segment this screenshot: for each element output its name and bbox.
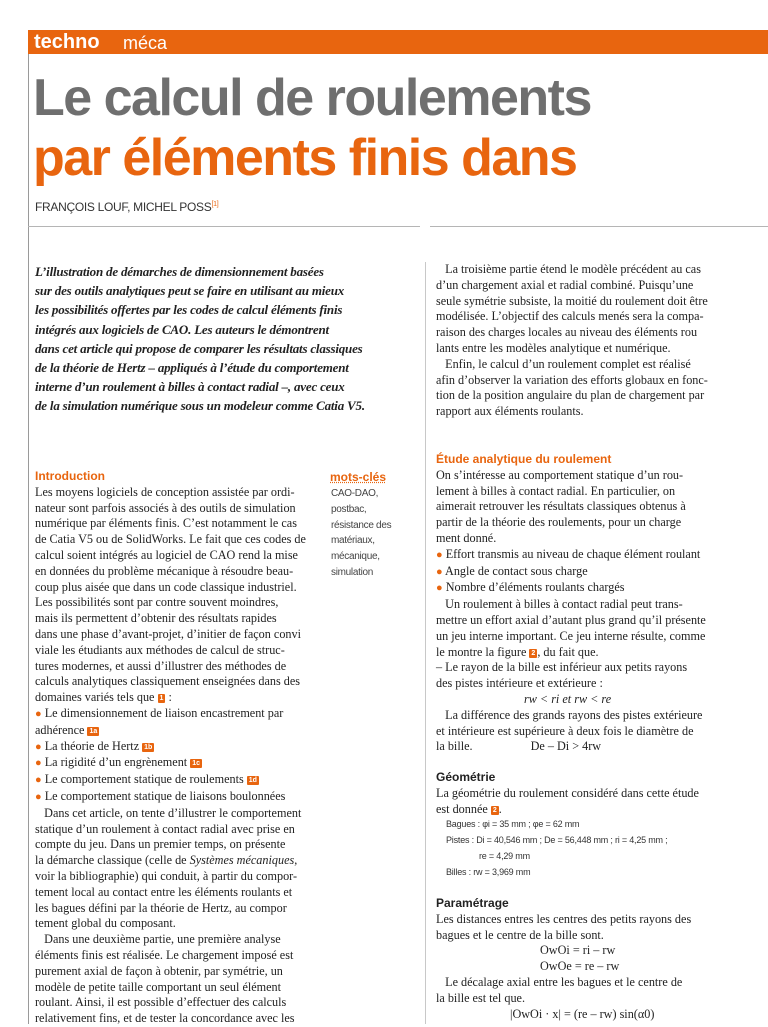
geometry-data: Bagues : φi = 35 mm ; φe = 62 mm — [446, 819, 580, 830]
text-line: ment donné. — [436, 530, 497, 545]
text-line: Les possibilités sont par contre souvent moindres, — [35, 595, 279, 610]
lead-line: sur des outils analytiques peut se faire en utilisant au mieux — [35, 283, 345, 299]
parametrage-heading: Paramétrage — [436, 896, 509, 910]
text-line: La géométrie du roulement considéré dans cette étude — [436, 785, 699, 800]
text-line: relativement fins, et de tester la concordance avec les — [35, 1011, 295, 1026]
bullet-icon: ● — [436, 582, 443, 595]
text-line: Le décalage axial entre les bagues et le centre de — [445, 974, 683, 989]
etude-section — [436, 452, 754, 755]
text-line: Dans une deuxième partie, une première analyse — [44, 932, 281, 947]
figure-ref: 1c — [192, 760, 201, 768]
header-rule-left — [28, 226, 420, 227]
formula: OwOi = ri – rw — [540, 943, 616, 958]
bullet-item: ● Nombre d’éléments roulants chargés — [436, 580, 625, 595]
keyword: résistance des — [331, 519, 392, 531]
text-line: Dans cet article, on tente d’illustrer le comportement — [44, 805, 302, 820]
lead-line: de la simulation numérique sous un modeleur comme Catia V5. — [35, 398, 365, 414]
text-line: tement global du composant. — [35, 916, 176, 931]
bullet-item: ● Effort transmis au niveau de chaque élément roulant — [436, 546, 701, 561]
bullet-icon: ● — [436, 548, 443, 561]
text-line: viale les étudiants aux méthodes de calcul de struc- — [35, 642, 285, 657]
authors — [35, 200, 218, 214]
text-line: On s’intéresse au comportement statique d’un rou- — [436, 467, 684, 482]
text-line: calculs analytiques classiquement enseignées dans des — [35, 674, 300, 689]
bullet-icon: ● — [436, 565, 443, 578]
text-line: purement axial de façon à obtenir, par symétrie, un — [35, 963, 283, 978]
text-line: éléments finis est réalisée. Le chargement imposé est — [35, 947, 294, 962]
section-label: techno — [34, 31, 100, 53]
intro-column — [35, 469, 320, 1027]
bullet-item: ● La rigidité d’un engrènement 1c — [35, 755, 201, 770]
figure-ref: 1d — [248, 777, 257, 785]
text-line: statique d’un roulement à contact radial avec prise en — [35, 821, 295, 836]
keyword: postbac, — [331, 503, 367, 515]
text-line: lement à billes à contact radial. En particulier, on — [436, 483, 676, 498]
bullet-item: ● La théorie de Hertz 1b — [35, 738, 153, 753]
text-line: rapport aux éléments roulants. — [436, 404, 584, 419]
text-line: Les distances entres les centres des petits rayons des — [436, 911, 692, 926]
subsection-label: méca — [123, 33, 168, 53]
lead-line: interne d’un roulement à billes à contact radial –, avec ceux — [35, 379, 345, 395]
text-line: roulant. Ainsi, il est possible d’effectuer des calculs — [35, 995, 287, 1010]
right-column — [436, 262, 754, 420]
left-margin-rule — [28, 54, 29, 1024]
bullet-icon: ● — [35, 757, 42, 770]
keywords-list — [331, 486, 391, 581]
text-line: La différence des grands rayons des pistes extérieure — [445, 707, 703, 722]
figure-ref: 1b — [144, 743, 153, 751]
text-line: mais ils permettent d’obtenir des résultats rapides — [35, 611, 277, 626]
text-line: les bagues défini par la théorie de Hertz, au compor — [35, 900, 287, 915]
formula: De – Di > 4rw — [530, 739, 602, 754]
text-line: lants entre les modèles analytique et numérique. — [436, 340, 671, 355]
text-line: calcul soient intégrés au logiciel de CAO rend la mise — [35, 547, 298, 562]
text-line: d’un chargement axial et radial combiné. Puisqu’une — [436, 277, 694, 292]
lead-line: de la théorie de Hertz – appliqués à l’étude du comportement — [35, 360, 349, 376]
text-line: numérique par éléments finis. C’est notamment le cas — [35, 516, 297, 531]
text-line: et intérieure est supérieure à deux fois le diamètre de — [436, 723, 694, 738]
bullet-item: ● Le dimensionnement de liaison encastrement par — [35, 705, 284, 720]
text-line: compte du jeu. Dans un premier temps, on présente — [35, 837, 286, 852]
bullet-item: ● Le comportement statique de liaisons boulonnées — [35, 788, 286, 803]
author-names: FRANÇOIS LOUF, MICHEL POSS — [35, 200, 212, 214]
text-line: tion de la position angulaire du plan de chargement par — [436, 388, 705, 403]
text-line: un jeu interne important. Ce jeu interne résulte, comme — [436, 628, 706, 643]
text-line: mettre un effort axial d’autant plus grand qu’il présente — [436, 612, 706, 627]
geometry-data: Billes : rw = 3,969 mm — [446, 866, 531, 877]
text-line: – Le rayon de la bille est inférieur aux petits rayons — [436, 660, 688, 675]
text-line: voir la bibliographie) qui conduit, à partir du compor- — [35, 868, 298, 883]
formula: rw < ri et rw < re — [524, 691, 612, 706]
text-line: la bille est tel que. — [436, 990, 526, 1005]
figure-ref: 2 — [531, 649, 536, 657]
keyword: mécanique, — [331, 551, 380, 563]
lead-line: dans cet article qui propose de comparer les résultats classiques — [35, 340, 363, 356]
figure-ref: 2 — [492, 806, 497, 814]
geometrie-heading: Géométrie — [436, 770, 496, 784]
bullet-icon: ● — [35, 790, 42, 803]
keyword: matériaux, — [331, 535, 375, 547]
text-line: Un roulement à billes à contact radial peut trans- — [445, 597, 683, 612]
bullet-item: ● Le comportement statique de roulements 1d — [35, 772, 257, 787]
title-line-2: par éléments finis dans — [33, 129, 577, 187]
lead-line: L’illustration de démarches de dimensionnement basées — [35, 264, 324, 279]
bullet-item-cont: adhérence 1a — [35, 722, 98, 737]
text-line: modélisée. L’objectif des calculs menés sera la compa- — [436, 309, 704, 324]
lead-paragraph — [35, 262, 420, 416]
text-line: est donnée 2 . — [436, 801, 502, 816]
section-banner — [28, 30, 768, 54]
text-line: raison des charges locales au niveau des éléments rou — [436, 325, 698, 340]
text-line: coup plus aisée que dans un code classique industriel. — [35, 579, 297, 594]
text-line: afin d’observer la variation des efforts globaux en fonc- — [436, 372, 708, 387]
text-line: Enfin, le calcul d’un roulement complet est réalisé — [445, 356, 691, 371]
text-line: nateur sont parfois associés à des outils de simulation — [35, 500, 296, 515]
figure-ref: 1a — [89, 727, 98, 735]
text-line: Les moyens logiciels de conception assistée par ordi- — [35, 484, 295, 499]
formula: |OwOi · x| = (re – rw) sin(α0) — [510, 1006, 655, 1021]
text-line: en données du problème mécanique à résoudre beau- — [35, 563, 294, 578]
text-line: dans une phase d’avant-projet, d’initier de façon convi — [35, 626, 301, 641]
formula: OwOe = re – rw — [540, 959, 620, 974]
text-line: la bille. De – Di > 4rw — [436, 739, 602, 754]
text-line: tement local au contact entre les éléments roulants et — [35, 884, 293, 899]
keywords-title: mots-clés — [330, 470, 387, 484]
text-line: modèle de petite taille comportant un seul élément — [35, 979, 282, 994]
text-line: tures modernes, et aussi d’illustrer des méthodes de — [35, 658, 287, 673]
parametrage-section — [436, 896, 754, 1022]
bullet-icon: ● — [35, 740, 42, 753]
text-line: des pistes intérieure et extérieure : — [436, 676, 603, 691]
text-line: bagues et le centre de la bille sont. — [436, 927, 604, 942]
bullet-icon: ● — [35, 707, 42, 720]
text-line: le montre la figure 2 , du fait que. — [436, 644, 599, 659]
header-rule-right — [430, 226, 768, 227]
bullet-icon: ● — [35, 774, 42, 787]
text-line: aimerait retrouver les résultats classiques obtenus à — [436, 499, 686, 514]
figure-ref: 1 — [159, 695, 164, 703]
author-note: [1] — [211, 201, 219, 208]
title-line-1: Le calcul de roulements — [33, 69, 591, 127]
text-line: La troisième partie étend le modèle précédent au cas — [445, 262, 701, 276]
text-line: seule symétrie subsiste, la moitié du roulement doit être — [436, 293, 708, 308]
text-line: de Catia V5 ou de SolidWorks. Le fait que ces codes de — [35, 532, 306, 547]
text-line: partir de la théorie des roulements, pour un charge — [436, 515, 682, 530]
geometry-data: re = 4,29 mm — [479, 850, 530, 861]
geometry-data: Pistes : Di = 40,546 mm ; De = 56,448 mm ; ri = 4,25 mm ; — [446, 835, 668, 846]
text-line: la démarche classique (celle de Systèmes mécaniques, — [35, 853, 298, 868]
geometrie-section — [436, 770, 754, 881]
etude-heading: Étude analytique du roulement — [436, 452, 612, 466]
column-separator — [425, 262, 426, 1024]
keyword: CAO-DAO, — [331, 488, 379, 499]
lead-line: intégrés aux logiciels de CAO. Les auteurs le démontrent — [35, 321, 329, 337]
lead-line: les possibilités offertes par les codes de calcul éléments finis — [35, 302, 343, 318]
bullet-item: ● Angle de contact sous charge — [436, 563, 588, 578]
intro-heading: Introduction — [35, 469, 105, 483]
text-line: domaines variés tels que 1 : — [35, 690, 172, 705]
keyword: simulation — [331, 566, 374, 578]
